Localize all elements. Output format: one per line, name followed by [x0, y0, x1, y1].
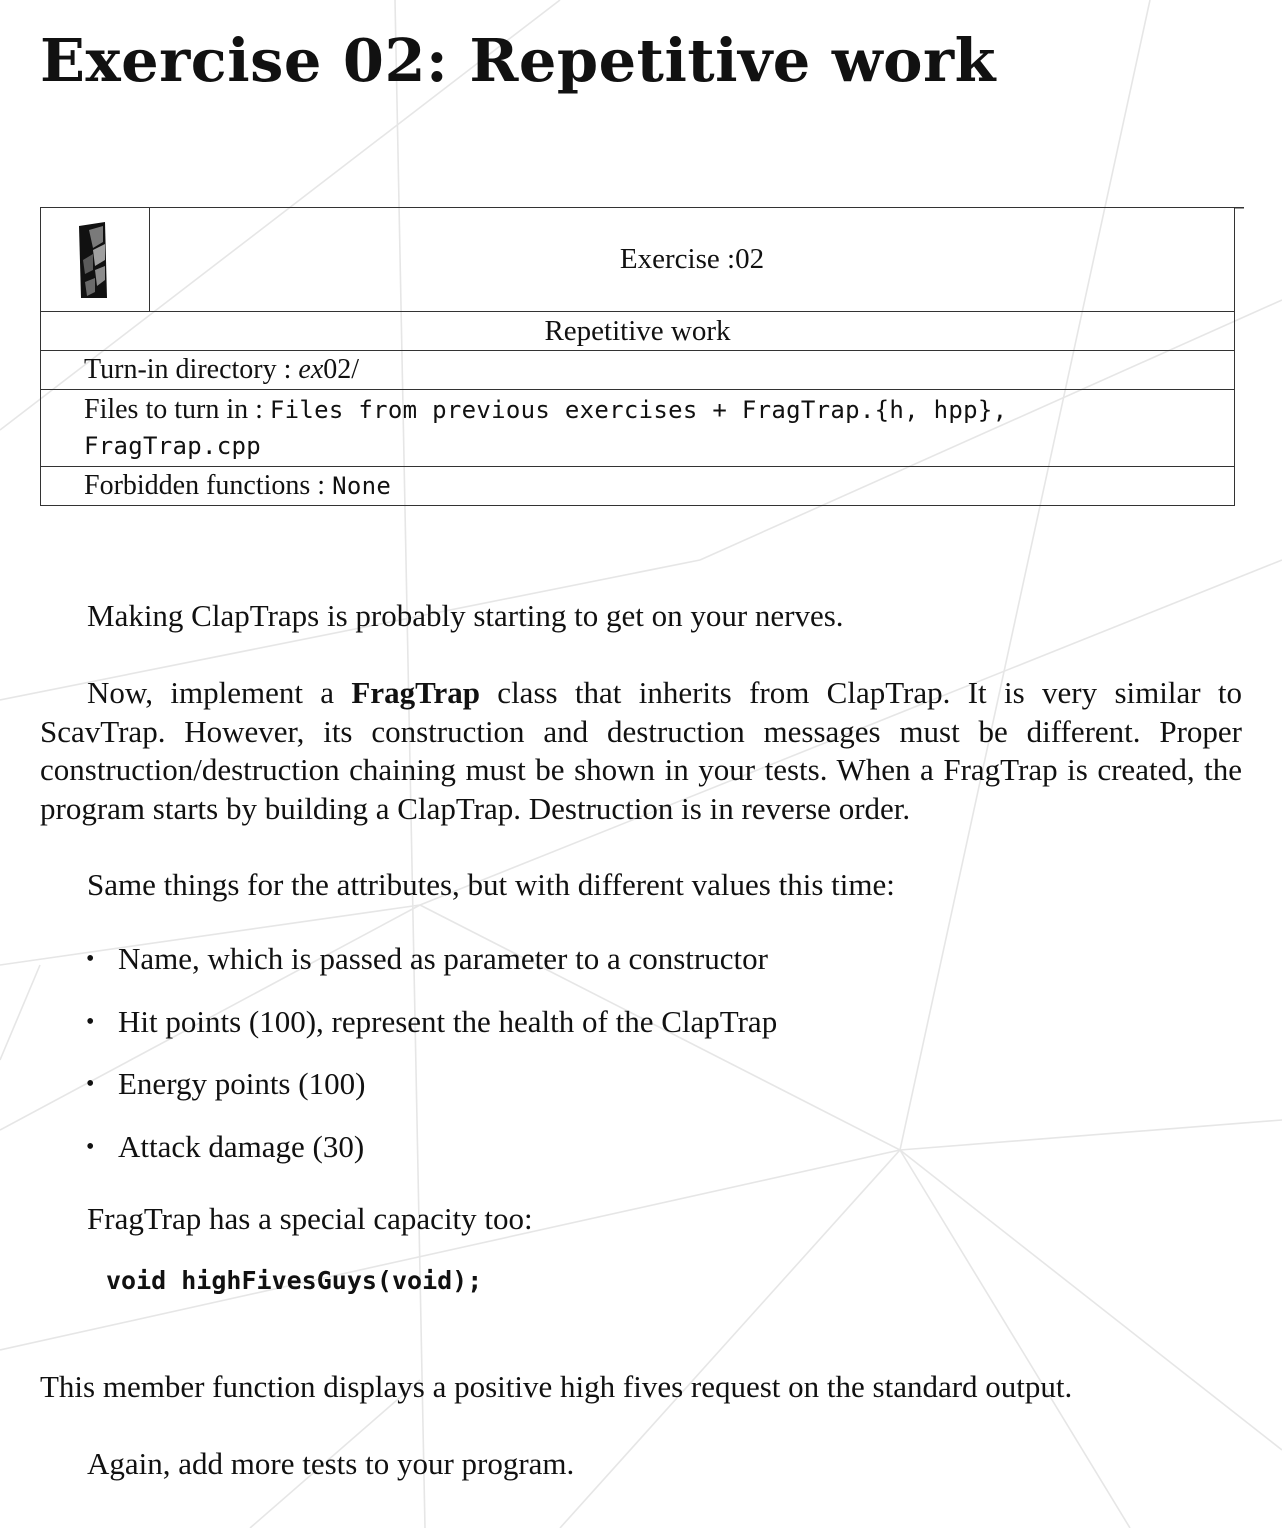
code-snippet: void highFivesGuys(void); — [106, 1266, 483, 1295]
forbidden-value: None — [332, 472, 392, 500]
list-item — [86, 1065, 777, 1128]
list-item-text: Energy points (100) — [118, 1066, 366, 1101]
fragtrap-class-name: FragTrap — [351, 675, 480, 710]
list-item-text: Name, which is passed as parameter to a constructor — [118, 941, 768, 976]
school-logo-icon — [75, 220, 115, 300]
paragraph-special-capacity: FragTrap has a special capacity too: — [87, 1201, 533, 1236]
turnin-directory-row — [41, 350, 1234, 389]
exercise-name-row: Repetitive work — [41, 311, 1234, 350]
list-item — [86, 940, 777, 1003]
header-top-row — [41, 208, 1234, 311]
exercise-header-table — [40, 207, 1235, 506]
files-value-line2: FragTrap.cpp — [84, 432, 261, 460]
paragraph-attributes-intro: Same things for the attributes, but with different values this time: — [87, 867, 895, 902]
files-value-line1: Files from previous exercises + FragTrap.{h, hpp}, — [269, 396, 1008, 424]
logo-cell — [41, 208, 150, 311]
p2-before: Now, implement a — [87, 675, 352, 710]
exercise-number: 02 — [735, 243, 765, 275]
exercise-label: Exercise : — [619, 243, 736, 275]
paragraph-member-function: This member function displays a positive high fives request on the standard output. — [40, 1369, 1073, 1404]
files-to-turn-in-row — [41, 389, 1234, 466]
list-item — [86, 1003, 777, 1066]
list-item — [86, 1128, 777, 1191]
list-item-text: Hit points (100), represent the health of the ClapTrap — [118, 1003, 778, 1039]
bullet-icon: • — [86, 1133, 95, 1160]
list-item-text: Attack damage (30) — [118, 1128, 365, 1164]
bullet-icon: • — [86, 1008, 95, 1035]
paragraph-intro: Making ClapTraps is probably starting to get on your nerves. — [87, 598, 844, 633]
files-label: Files to turn in : — [84, 394, 270, 425]
turnin-label: Turn-in directory : — [84, 354, 299, 385]
attribute-list — [86, 940, 777, 1190]
bullet-icon: • — [86, 946, 95, 972]
bullet-icon: • — [86, 1071, 95, 1097]
page-title: Exercise 02: Repetitive work — [40, 26, 996, 95]
paragraph-fragtrap-description — [40, 674, 1242, 828]
table-right-edge — [1235, 207, 1244, 506]
paragraph-more-tests: Again, add more tests to your program. — [87, 1446, 575, 1481]
forbidden-functions-row — [41, 466, 1234, 505]
p2-after: class that inherits from ClapTrap. It is very similar to ScavTrap. However, its construction and destruction messages must be different. Proper construction/destruction chaining must be shown in your tests. When a FragTrap is created, the program starts by building a ClapTrap. Destruction is in reverse order. — [40, 675, 1243, 826]
exercise-number-cell — [150, 208, 1234, 311]
turnin-suffix: 02/ — [323, 354, 360, 385]
forbidden-label: Forbidden functions : — [84, 470, 333, 501]
turnin-prefix: ex — [298, 354, 324, 385]
